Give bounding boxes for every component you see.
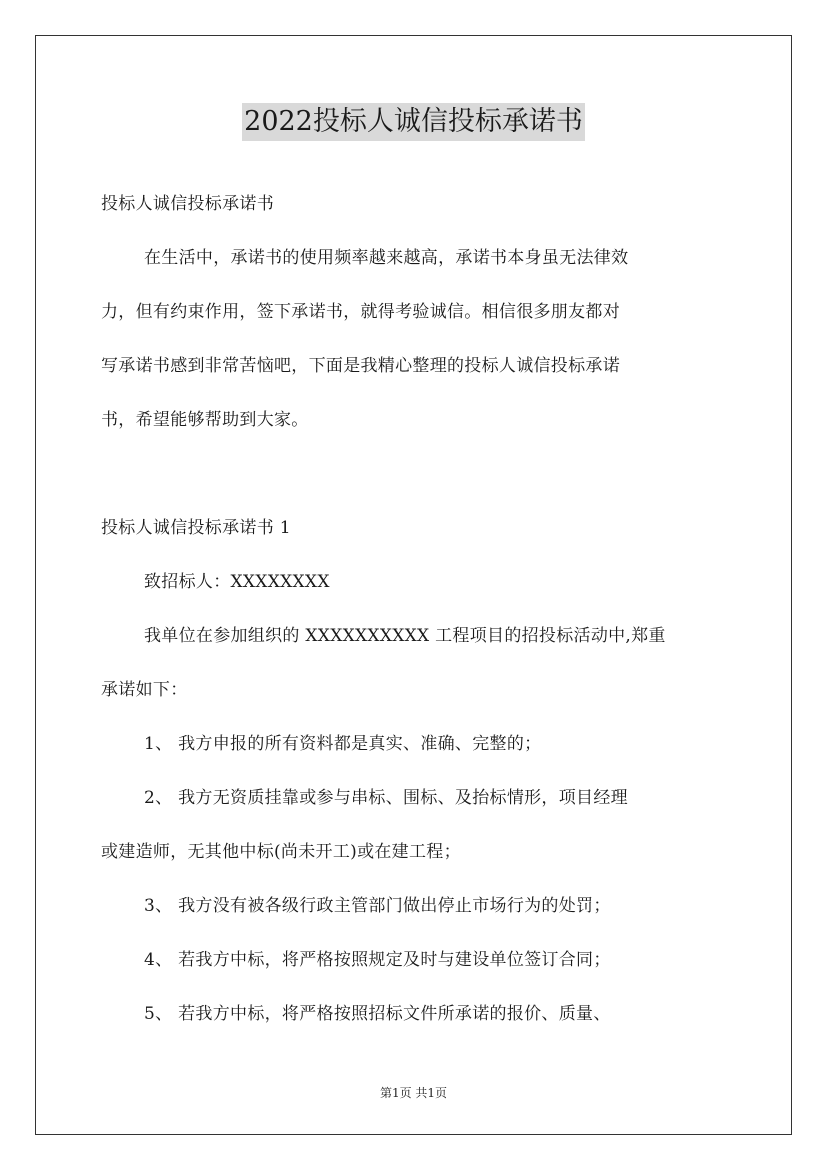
- section-heading: 投标人诚信投标承诺书: [101, 194, 274, 214]
- list-item: 4、 若我方中标，将严格按照规定及时与建设单位签订合同；: [144, 950, 611, 970]
- paragraph-line: 承诺如下：: [101, 680, 188, 700]
- paragraph-line: 在生活中，承诺书的使用频率越来越高，承诺书本身虽无法律效: [144, 248, 629, 268]
- paragraph-line: 我单位在参加组织的 XXXXXXXXXX 工程项目的招投标活动中,郑重: [144, 626, 666, 646]
- list-item: 3、 我方没有被各级行政主管部门做出停止市场行为的处罚；: [144, 896, 611, 916]
- list-item: 5、 若我方中标，将严格按照招标文件所承诺的报价、质量、: [144, 1004, 611, 1024]
- list-item: 1、 我方申报的所有资料都是真实、准确、完整的；: [144, 734, 542, 754]
- list-item: 2、 我方无资质挂靠或参与串标、围标、及抬标情形，项目经理: [144, 788, 628, 808]
- document-title: 2022投标人诚信投标承诺书: [242, 103, 585, 141]
- page-footer: [0, 1084, 827, 1101]
- paragraph-line: 书，希望能够帮助到大家。: [101, 410, 309, 430]
- section-heading: 投标人诚信投标承诺书 1: [101, 518, 291, 538]
- list-item-continuation: 或建造师，无其他中标(尚未开工)或在建工程；: [101, 842, 461, 862]
- spacer: [101, 447, 727, 501]
- document-body: [101, 177, 727, 1041]
- title-container: [0, 103, 827, 141]
- paragraph-line: 写承诺书感到非常苦恼吧，下面是我精心整理的投标人诚信投标承诺: [101, 356, 620, 376]
- paragraph-line: 力，但有约束作用，签下承诺书，就得考验诚信。相信很多朋友都对: [101, 302, 620, 322]
- addressee-line: 致招标人：XXXXXXXX: [144, 572, 330, 592]
- page-number: 第1页 共1页: [379, 1086, 448, 1100]
